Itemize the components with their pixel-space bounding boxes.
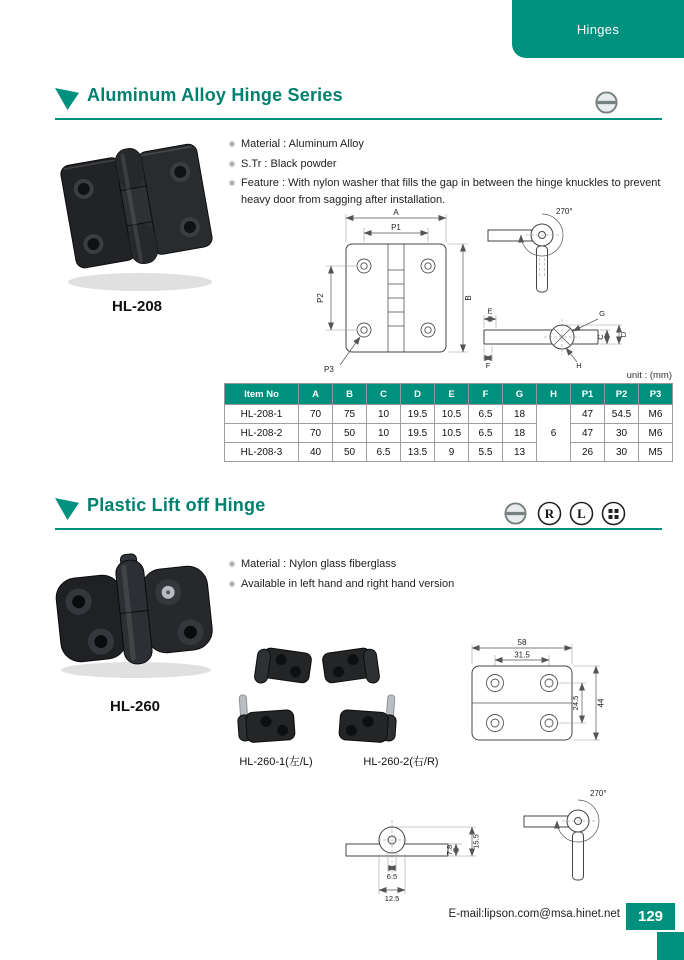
table-cell: 54.5 [605, 405, 639, 424]
bullet-text: Feature : With nylon washer that fills the gap in between the hinge knuckles to prevent heavy door from sagging after installation. [241, 177, 661, 206]
table-cell: 18 [503, 405, 537, 424]
dim-label-d: D [619, 331, 628, 338]
table-cell: 50 [333, 443, 367, 462]
variant-label-right: HL-260-2(右/R) [363, 756, 439, 768]
bullet-icon [230, 181, 234, 185]
category-tab-label: Hinges [576, 21, 620, 37]
dim-label-a: A [393, 208, 399, 217]
footer-email: E-mail:lipson.com@msa.hinet.net [448, 908, 620, 920]
bullet-text: S.Tr : Black powder [241, 157, 337, 170]
table-cell: 10.5 [435, 405, 469, 424]
table-cell: 30 [605, 424, 639, 443]
table-cell: M6 [639, 424, 673, 443]
table-cell: 75 [333, 405, 367, 424]
section2-title: Plastic Lift off Hinge [87, 495, 266, 515]
dim-label-p2: P2 [316, 293, 325, 303]
col-header: P3 [639, 384, 673, 405]
bullet-icon [230, 562, 234, 566]
table-cell: 50 [333, 424, 367, 443]
unit-label: unit : (mm) [626, 370, 672, 381]
col-header: E [435, 384, 469, 405]
dim-label-e: E [487, 306, 493, 316]
table-cell: 13 [503, 443, 537, 462]
model-label-hl260: HL-260 [109, 698, 161, 715]
bullet-text: Material : Nylon glass fiberglass [241, 558, 397, 570]
angle-label: 270° [590, 789, 607, 798]
bullet-text: Available in left hand and right hand version [241, 577, 455, 590]
item-no-cell: HL-208-1 [225, 405, 299, 424]
table-cell: 10 [367, 424, 401, 443]
top-view-drawing [452, 636, 608, 756]
dim-label-15-5: 15.5 [471, 834, 481, 849]
bullet-icon [230, 582, 234, 586]
pattern-icon [601, 501, 626, 526]
spec-table [224, 383, 673, 462]
dim-label-7-8: 7.8 [445, 844, 454, 856]
dim-label-p1: P1 [391, 223, 401, 232]
variant-photo-left [228, 642, 316, 750]
dim-label-6-5: 6.5 [386, 872, 398, 881]
col-header: D [401, 384, 435, 405]
dim-label-24-5: 24.5 [571, 695, 580, 711]
col-header: F [469, 384, 503, 405]
col-header: A [299, 384, 333, 405]
left-hand-letter: L [577, 506, 586, 521]
table-cell: 9 [435, 443, 469, 462]
bullet-item [230, 556, 662, 573]
bullet-icon [230, 162, 234, 166]
screw-head-icon [594, 90, 619, 115]
col-header: C [367, 384, 401, 405]
bullet-icon [230, 142, 234, 146]
table-cell: 6.5 [469, 405, 503, 424]
bottom-view-drawing [476, 306, 630, 370]
page-number: 129 [626, 903, 675, 930]
feature-list [230, 556, 662, 595]
front-view-drawing [316, 206, 478, 376]
section1-rule [55, 118, 662, 120]
bullet-item [230, 175, 662, 208]
right-hand-letter: R [544, 506, 555, 521]
dim-label-12-5: 12.5 [384, 894, 400, 903]
table-row [225, 424, 673, 443]
bullet-item [230, 576, 662, 593]
dim-label-c: C [596, 334, 605, 340]
product-photo-hl260 [46, 546, 222, 682]
col-header: Item No [225, 384, 299, 405]
table-row [225, 405, 673, 424]
right-hand-icon [537, 501, 562, 526]
side-view-drawing [482, 200, 590, 310]
section1-title: Aluminum Alloy Hinge Series [87, 85, 343, 105]
model-label-hl208: HL-208 [111, 298, 163, 315]
variant-photo-right [318, 642, 406, 750]
dim-label-44: 44 [596, 698, 606, 708]
col-header: P1 [571, 384, 605, 405]
dim-label-31-5: 31.5 [514, 650, 530, 660]
left-hand-icon [569, 501, 594, 526]
profile-drawing-left [336, 804, 480, 902]
table-cell: 26 [571, 443, 605, 462]
dim-label-b: B [464, 295, 473, 301]
table-cell: M5 [639, 443, 673, 462]
table-cell: 40 [299, 443, 333, 462]
product-photo-hl208 [52, 124, 222, 296]
table-cell: 10.5 [435, 424, 469, 443]
corner-bar [657, 932, 684, 960]
variant-label-left: HL-260-1(左/L) [239, 756, 313, 768]
table-cell: 70 [299, 424, 333, 443]
table-cell: 19.5 [401, 405, 435, 424]
section-marker-icon [55, 498, 79, 520]
table-cell: 5.5 [469, 443, 503, 462]
dim-label-f: F [485, 361, 491, 370]
col-header: G [503, 384, 537, 405]
table-header-row [225, 384, 673, 405]
feature-list [230, 136, 662, 211]
screw-head-icon [503, 501, 528, 526]
table-cell: 19.5 [401, 424, 435, 443]
item-no-cell: HL-208-2 [225, 424, 299, 443]
dim-label-h: H [576, 361, 582, 370]
table-cell: M6 [639, 405, 673, 424]
dim-label-p3: P3 [324, 365, 334, 374]
table-cell: 10 [367, 405, 401, 424]
dim-label-58: 58 [517, 638, 527, 647]
table-cell: 47 [571, 424, 605, 443]
table-cell: 30 [605, 443, 639, 462]
dim-label-g: G [599, 309, 605, 318]
col-header: H [537, 384, 571, 405]
col-header: P2 [605, 384, 639, 405]
table-cell: 6.5 [469, 424, 503, 443]
table-cell: 18 [503, 424, 537, 443]
bullet-item [230, 156, 662, 173]
section2-rule [55, 528, 662, 530]
table-cell: 13.5 [401, 443, 435, 462]
bullet-item [230, 136, 662, 153]
category-tab [512, 0, 684, 58]
col-header: B [333, 384, 367, 405]
item-no-cell: HL-208-3 [225, 443, 299, 462]
table-cell: 70 [299, 405, 333, 424]
table-cell-merged-h: 6 [537, 405, 571, 462]
table-row [225, 443, 673, 462]
profile-drawing-right [518, 782, 636, 900]
bullet-text: Material : Aluminum Alloy [241, 138, 364, 150]
section-marker-icon [55, 88, 79, 110]
angle-label: 270° [556, 207, 573, 216]
table-cell: 47 [571, 405, 605, 424]
table-cell: 6.5 [367, 443, 401, 462]
